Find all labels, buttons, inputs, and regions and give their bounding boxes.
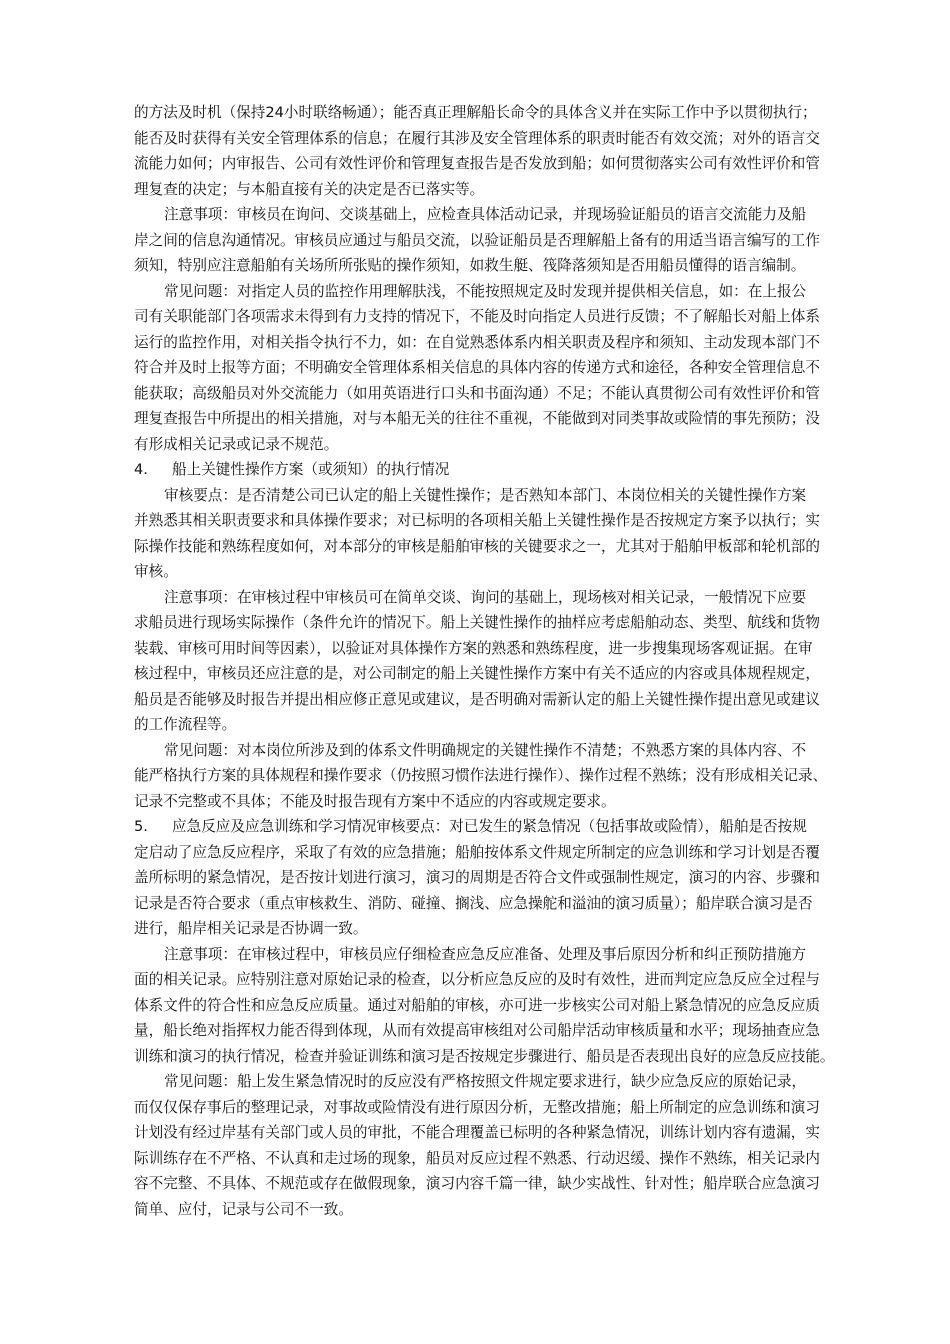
section5-key-points-paragraph [134,840,836,942]
section5-notes-paragraph [134,942,836,1070]
text-line: 计划没有经过岸基有关部门或人员的审批，不能合理覆盖已标明的各种紧急情况，训练计划内容有遗漏，实 [134,1124,820,1141]
text-line: 量，船长绝对指挥权力能否得到体现，从而有效提高审核组对公司船岸活动审核质量和水平；现场抽查应急 [134,1022,820,1039]
text-line: 理复查的决定；与本船直接有关的决定是否已落实等。 [134,180,485,198]
section4-notes-paragraph [134,585,836,738]
section4-heading [134,457,836,483]
text-line: 能严格执行方案的具体规程和操作要求（仍按照习惯作法进行操作）、操作过程不熟练；没有形成相关记录、 [134,767,828,784]
text-line: 须知，特别应注意船舶有关场所所张贴的操作须知，如救生艇、筏降落须知是否用船员懂得的语言编制。 [134,257,806,274]
text-line: 核过程中，审核员还应注意的是，对公司制定的船上关键性操作方案中有关不适应的内容或具体规程规定， [134,665,820,682]
text-line: 常见问题：对本岗位所涉及到的体系文件明确规定的关键性操作不清楚；不熟悉方案的具体内容、不 [164,741,807,759]
text-line: 容不完整、不具体、不规范或存在做假现象，演习内容千篇一律，缺少实战性、针对性；船岸联合应急演习 [134,1175,820,1192]
text-line: 装载、审核可用时间等因素），以验证对具体操作方案的熟悉和熟练程度，进一步搜集现场客观证据。在审 [134,639,813,657]
text-line: 面的相关记录。应特别注意对原始记录的检查，以分析应急反应的及时有效性，进而判定应急反应全过程与 [134,971,820,988]
text-line: 而仅仅保存事后的整理记录，对事故或险情没有进行原因分析，无整改措施；船上所制定的应急训练和演习 [134,1098,820,1116]
section5-problems-paragraph [134,1069,836,1222]
text-line: 常见问题：船上发生紧急情况时的反应没有严格按照文件规定要求进行，缺少应急反应的原始记录， [164,1073,807,1090]
text-line: 审核要点：是否清楚公司已认定的船上关键性操作；是否熟知本部门、本岗位相关的关键性操作方案 [164,486,807,504]
section-title: 应急反应及应急训练和学习情况审核要点：对已发生的紧急情况（包括事故或险情），船舶是否按规 [172,818,807,835]
text-line: 审核。 [134,563,178,580]
text-line: 能否及时获得有关安全管理体系的信息；在履行其涉及安全管理体系的职责时能否有效交流；对外的语言交 [134,129,820,147]
section3-problems-paragraph [134,279,836,458]
text-line: 简单、应付，记录与公司不一致。 [134,1200,353,1218]
text-line: 有形成相关记录或记录不规范。 [134,435,339,453]
text-line: 注意事项：在审核过程中，审核员应仔细检查应急反应准备、处理及事后原因分析和纠正预防措施方 [164,945,807,963]
text-line: 运行的监控作用，对相关指令执行不力，如：在自觉熟悉体系内相关职责及程序和须知、主动发现本部门不 [134,333,820,351]
text-line: 常见问题：对指定人员的监控作用理解肤浅，不能按照规定及时发现并提供相关信息，如：在上报公 [164,282,807,300]
section5-heading [134,814,836,840]
text-line: 岸之间的信息沟通情况。审核员应通过与船员交流，以验证船员是否理解船上备有的用适当语言编写的工作 [134,231,820,249]
text-line: 并熟悉其相关职责要求和具体操作要求；对已标明的各项相关船上关键性操作是否按规定方案予以执行；实 [134,512,820,529]
section-number: 4. [134,461,148,478]
text-line: 注意事项：在审核过程中审核员可在简单交谈、询问的基础上，现场核对相关记录，一般情况下应要 [164,588,807,606]
text-line: 符合并及时上报等方面；不明确安全管理体系相关信息的具体内容的传递方式和途径，各种安全管理信息不 [134,359,820,376]
text-line: 记录是否符合要求（重点审核救生、消防、碰撞、搁浅、应急操舵和溢油的演习质量）；船岸联合演习是否 [134,894,813,912]
text-line: 盖所标明的紧急情况，是否按计划进行演习，演习的周期是否符合文件或强制性规定，演习的内容、步骤和 [134,869,820,886]
text-line: 司有关职能部门各项需求未得到有力支持的情况下，不能及时向指定人员进行反馈；不了解船长对船上体系 [134,308,820,325]
text-line: 流能力如何；内审报告、公司有效性评价和管理复查报告是否发放到船；如何贯彻落实公司有效性评价和管 [134,155,820,172]
text-line: 训练和演习的执行情况，检查并验证训练和演习是否按规定步骤进行、船员是否表现出良好的应急反应技能。 [134,1047,835,1065]
section-title: 船上关键性操作方案（或须知）的执行情况 [172,461,450,478]
section-number: 5. [134,818,148,835]
text-line: 求船员进行现场实际操作（条件允许的情况下。船上关键性操作的抽样应考虑船舶动态、类型、航线和货物 [134,614,820,631]
text-line: 能获取；高级船员对外交流能力（如用英语进行口头和书面沟通）不足；不能认真贯彻公司有效性评价和管 [134,384,820,402]
text-line: 际训练存在不严格、不认真和走过场的现象，船员对反应过程不熟悉、行动迟缓、操作不熟练，相关记录内 [134,1149,820,1167]
section3-notes-paragraph [134,202,836,279]
text-line: 记录不完整或不具体；不能及时报告现有方案中不适应的内容或规定要求。 [134,792,616,810]
text-line: 船员是否能够及时报告并提出相应修正意见或建议，是否明确对需新认定的船上关键性操作提出意见或建议 [134,690,820,708]
text-line: 理复查报告中所提出的相关措施，对与本船无关的往往不重视，不能做到对同类事故或险情的事先预防；没 [134,410,820,427]
text-line: 定启动了应急反应程序，采取了有效的应急措施；船舶按体系文件规定所制定的应急训练和学习计划是否覆 [134,843,820,861]
text-line: 的工作流程等。 [134,716,237,733]
section3-continued-paragraph [134,100,836,202]
text-line: 体系文件的符合性和应急反应质量。通过对船舶的审核，亦可进一步核实公司对船上紧急情况的应急反应质 [134,996,820,1014]
text-line: 进行，船岸相关记录是否协调一致。 [134,920,368,937]
text-line: 的方法及时机（保持24小时联络畅通）；能否真正理解船长命令的具体含义并在实际工作中予以贯彻执行； [134,104,817,121]
section4-problems-paragraph [134,738,836,815]
section4-key-points-paragraph [134,483,836,585]
text-line: 际操作技能和熟练程度如何，对本部分的审核是船舶审核的关键要求之一，尤其对于船舶甲板部和轮机部的 [134,537,820,555]
text-line: 注意事项：审核员在询问、交谈基础上，应检查具体活动记录，并现场验证船员的语言交流能力及船 [164,206,807,223]
document-body [134,100,836,1222]
